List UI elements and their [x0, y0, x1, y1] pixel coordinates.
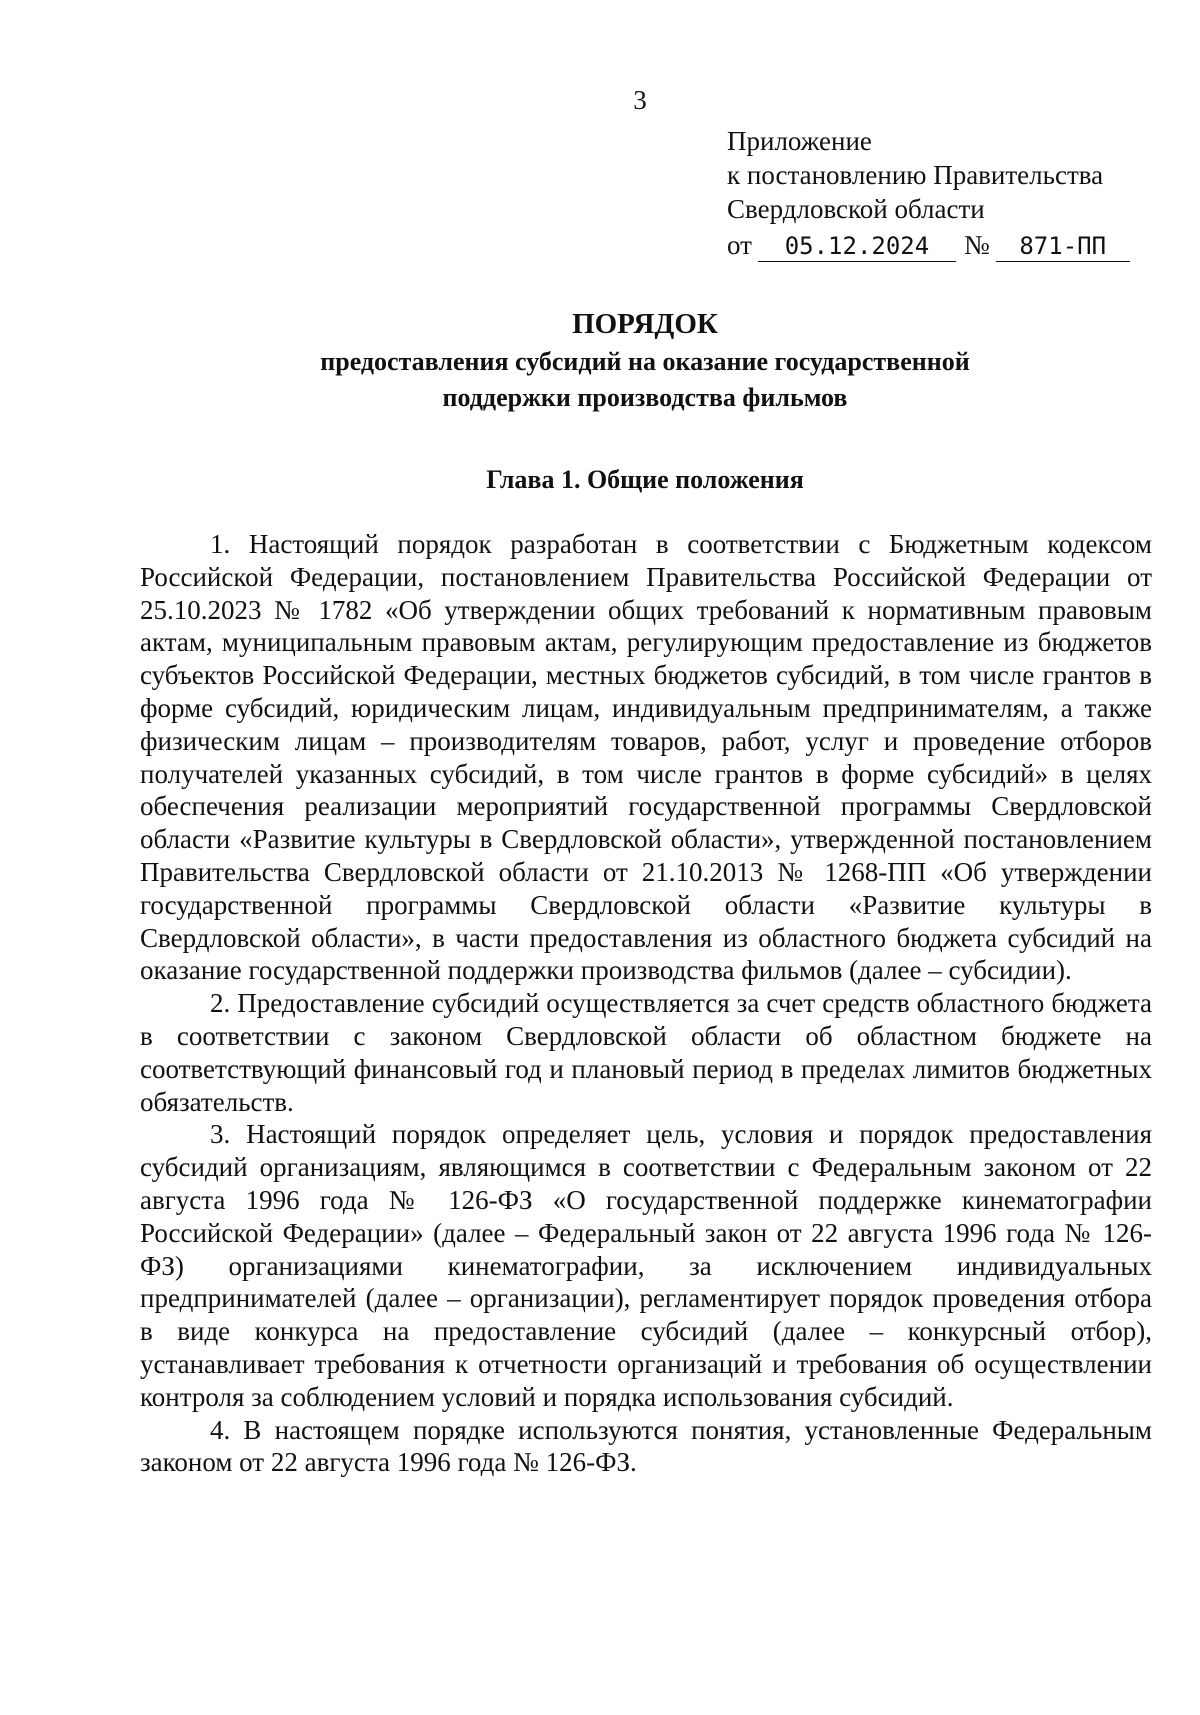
resolution-date: 05.12.2024: [758, 232, 956, 262]
title-main: ПОРЯДОК: [572, 308, 718, 340]
resolution-number: 871-ПП: [996, 232, 1130, 262]
document-body: [140, 528, 1152, 1479]
paragraph-3: 3. Настоящий порядок определяет цель, условия и порядок предоставления субсидий организациям, являющимся в соответствии с Федеральным законом от 22 августа 1996 года № 126-ФЗ «О государственной поддержке кинематографии Российской Федерации» (далее – Федеральный закон от 22 августа 1996 года № 126-ФЗ) организациями кинематографии, за исключением индивидуальных предпринимателей (далее – организации), регламентирует порядок проведения отбора в виде конкурса на предоставление субсидий (далее – конкурсный отбор), устанавливает требования к отчетности организаций и требования об осуществлении контроля за соблюдением условий и порядка использования субсидий.: [140, 1119, 1152, 1412]
appendix-date-line: [727, 226, 1130, 262]
paragraph-1: 1. Настоящий порядок разработан в соответствии с Бюджетным кодексом Российской Федерации, постановлением Правительства Российской Федерации от 25.10.2023 № 1782 «Об утверждении общих требований к нормативным правовым актам, муниципальным правовым актам, регулирующим предоставление из бюджетов субъектов Российской Федерации, местных бюджетов субсидий, в том числе грантов в форме субсидий, юридическим лицам, индивидуальным предпринимателям, а также физическим лицам – производителям товаров, работ, услуг и проведение отборов получателей указанных субсидий, в том числе грантов в форме субсидий» в целях обеспечения реализации мероприятий государственной программы Свердловской области «Развитие культуры в Свердловской области», утвержденной постановлением Правительства Свердловской области от 21.10.2013 № 1268-ПП «Об утверждении государственной программы Свердловской области «Развитие культуры в Свердловской области», в части предоставления из областного бюджета субсидий на оказание государственной поддержки производства фильмов (далее – субсидии).: [140, 529, 1152, 986]
page-number: 3: [633, 85, 647, 115]
appendix-line-1: Приложение: [727, 126, 872, 156]
chapter-heading: Глава 1. Общие положения: [486, 465, 804, 494]
paragraph-4: 4. В настоящем порядке используются понятия, установленные Федеральным законом от 22 августа 1996 года № 126-ФЗ.: [140, 1414, 1152, 1478]
paragraph-2: 2. Предоставление субсидий осуществляется за счет средств областного бюджета в соответствии с законом Свердловской области об областном бюджете на соответствующий финансовый год и плановый период в пределах лимитов бюджетных обязательств.: [140, 988, 1152, 1117]
title-sub-line-1: предоставления субсидий на оказание государственной: [320, 347, 970, 376]
document-title: [140, 306, 1150, 416]
date-prefix: от: [727, 230, 752, 260]
number-sign: №: [963, 230, 990, 260]
title-sub-line-2: поддержки производства фильмов: [442, 383, 848, 412]
appendix-line-2: к постановлению Правительства: [727, 160, 1104, 190]
appendix-line-3: Свердловской области: [727, 194, 985, 224]
appendix-header: [727, 124, 1130, 262]
